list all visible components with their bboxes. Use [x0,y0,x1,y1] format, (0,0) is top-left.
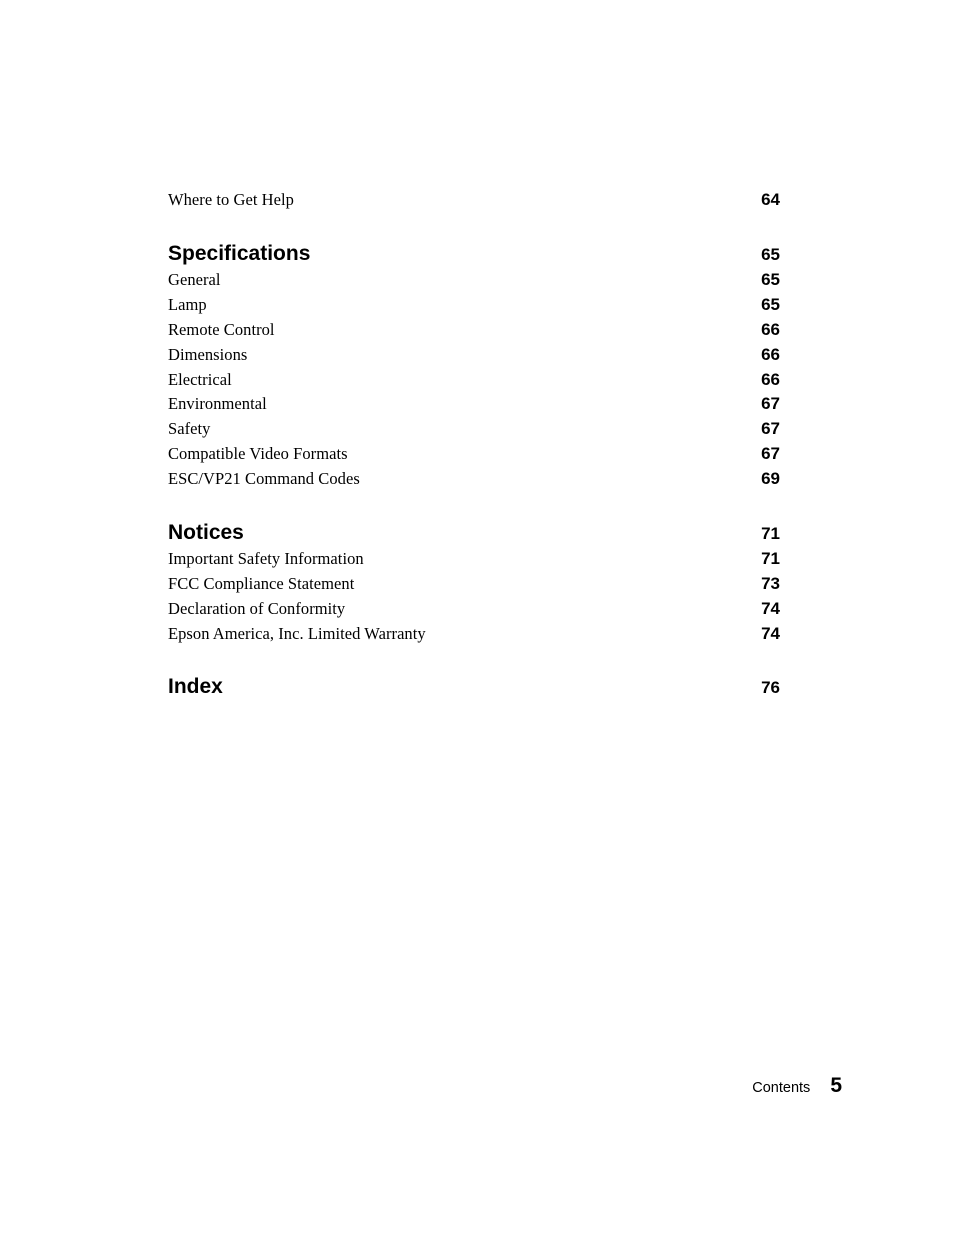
toc-entry-label: Safety [168,419,211,438]
toc-entry-page: 66 [761,345,780,364]
toc-entry-page: 74 [761,624,780,643]
toc-entry-general[interactable] [168,270,780,295]
toc-entry-fcc-compliance-statement[interactable] [168,574,780,599]
toc-entry-label: Compatible Video Formats [168,444,348,463]
toc-section-page: 71 [761,524,780,543]
toc-entry-label: Important Safety Information [168,549,364,568]
toc-section-specifications[interactable] [168,242,780,267]
toc-section-title: Index [168,675,223,698]
toc-entry-label: Electrical [168,370,232,389]
toc-entry-page: 74 [761,599,780,618]
toc-entry-label: Epson America, Inc. Limited Warranty [168,624,426,643]
toc-entry-where-to-get-help[interactable] [168,190,780,215]
toc-entry-environmental[interactable] [168,394,780,419]
footer-page-number: 5 [830,1074,842,1097]
toc-entry-label: Environmental [168,394,267,413]
toc-entry-dimensions[interactable] [168,345,780,370]
toc-entry-declaration-of-conformity[interactable] [168,599,780,624]
toc-entry-lamp[interactable] [168,295,780,320]
toc-entry-label: Where to Get Help [168,190,294,209]
toc-entry-page: 65 [761,270,780,289]
toc-entry-page: 67 [761,419,780,438]
toc-entry-safety[interactable] [168,419,780,444]
toc-entry-page: 66 [761,320,780,339]
toc-section-page: 65 [761,245,780,264]
toc-entry-electrical[interactable] [168,370,780,395]
toc-entry-esc-vp21-command-codes[interactable] [168,469,780,494]
toc-entry-page: 64 [761,190,780,209]
toc-section-title: Notices [168,521,244,544]
toc-entry-page: 65 [761,295,780,314]
toc-entry-label: Dimensions [168,345,248,364]
toc-entry-page: 73 [761,574,780,593]
toc-entry-label: General [168,270,221,289]
footer-section-label: Contents [752,1080,811,1096]
toc-entry-label: Declaration of Conformity [168,599,346,618]
toc-section-index[interactable] [168,675,780,700]
toc-entry-page: 67 [761,394,780,413]
toc-entry-remote-control[interactable] [168,320,780,345]
toc-section-page: 76 [761,678,780,697]
page-footer [752,1074,842,1098]
toc-entry-important-safety-information[interactable] [168,549,780,574]
toc-section-title: Specifications [168,242,311,265]
toc-entry-page: 69 [761,469,780,488]
toc-section-notices[interactable] [168,521,780,546]
toc-entry-label: Lamp [168,295,207,314]
toc-entry-label: Remote Control [168,320,275,339]
toc-entry-label: ESC/VP21 Command Codes [168,469,360,488]
toc-entry-page: 67 [761,444,780,463]
toc-entry-page: 66 [761,370,780,389]
toc-entry-page: 71 [761,549,780,568]
toc-entry-label: FCC Compliance Statement [168,574,355,593]
toc-entry-compatible-video-formats[interactable] [168,444,780,469]
toc-entry-epson-limited-warranty[interactable] [168,624,780,649]
